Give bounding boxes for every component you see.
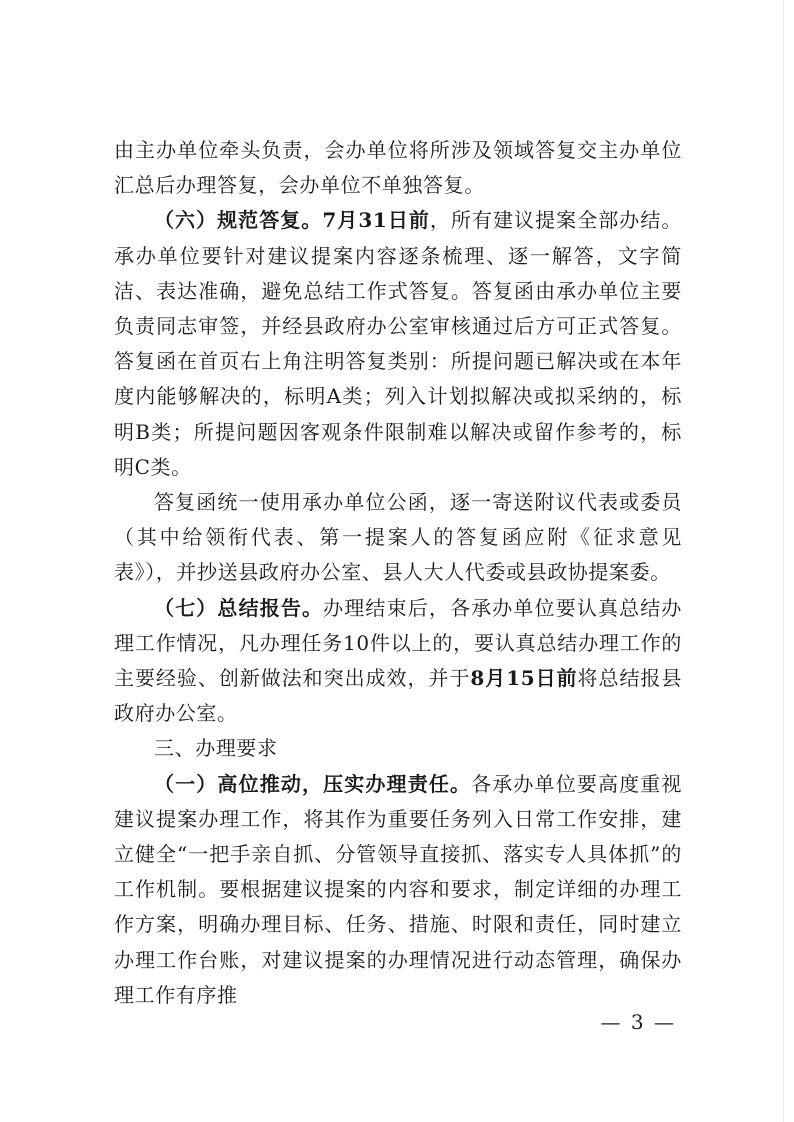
section-7-label: （七）总结报告。 [154, 595, 324, 620]
section-7-deadline: 8月15日前 [470, 666, 578, 691]
page-number: — 3 — [600, 1010, 676, 1034]
continuation-paragraph: 由主办单位牵头负责，会办单位将所涉及领域答复交主办单位汇总后办理答复，会办单位不单独答复。 [114, 138, 682, 198]
section-7-paragraph [114, 591, 682, 732]
section-6-text: ，所有建议提案全部办结。承办单位要针对建议提案内容逐条梳理、逐一解答，文字简洁、表达准确，避免总结工作式答复。答复函由承办单位主要负责同志审签，并经县政府办公室审核通过后方可正式答复。答复函在首页右上角注明答复类别：所提问题已解决或在本年度内能够解决的，标明A类；列入计划拟解决或拟采纳的，标明B类；所提问题因客观条件限制难以解决或留作参考的，标明C类。 [114, 208, 682, 479]
section-3-heading: 三、办理要求 [154, 736, 278, 761]
document-body [114, 133, 682, 1013]
section-6-deadline: 7月31日前 [322, 208, 430, 233]
item-1-text: 各承办单位要高度重视建议提案办理工作，将其作为重要任务列入日常工作安排，建立健全“一把手亲自抓、分管领导直接抓、落实专人具体抓”的工作机制。要根据建议提案的内容和要求，制定详细的办理工作方案，明确办理目标、任务、措施、时限和责任，同时建立办理工作台账，对建议提案的办理情况进行动态管理，确保办理工作有序推 [114, 771, 682, 1007]
section-6-label: （六）规范答复。 [154, 208, 323, 233]
section-7-text-before: 办理结束后，各承办单位要认真总结办理工作情况，凡办理任务10件以上的，要认真总结办理工作的主要经验、创新做法和突出成效，并于 [114, 595, 682, 691]
page-edge-line [783, 0, 784, 1122]
item-1-label: （一）高位推动，压实办理责任。 [154, 771, 472, 796]
item-1-paragraph [114, 767, 682, 1013]
reply-letter-paragraph: 答复函统一使用承办单位公函，逐一寄送附议代表或委员（其中给领衔代表、第一提案人的答复函应附《征求意见表》），并抄送县政府办公室、县人大人代委或县政协提案委。 [114, 490, 682, 585]
section-7-text-after: 将总结报县政府办公室。 [114, 666, 682, 726]
section-6-paragraph [114, 203, 682, 485]
